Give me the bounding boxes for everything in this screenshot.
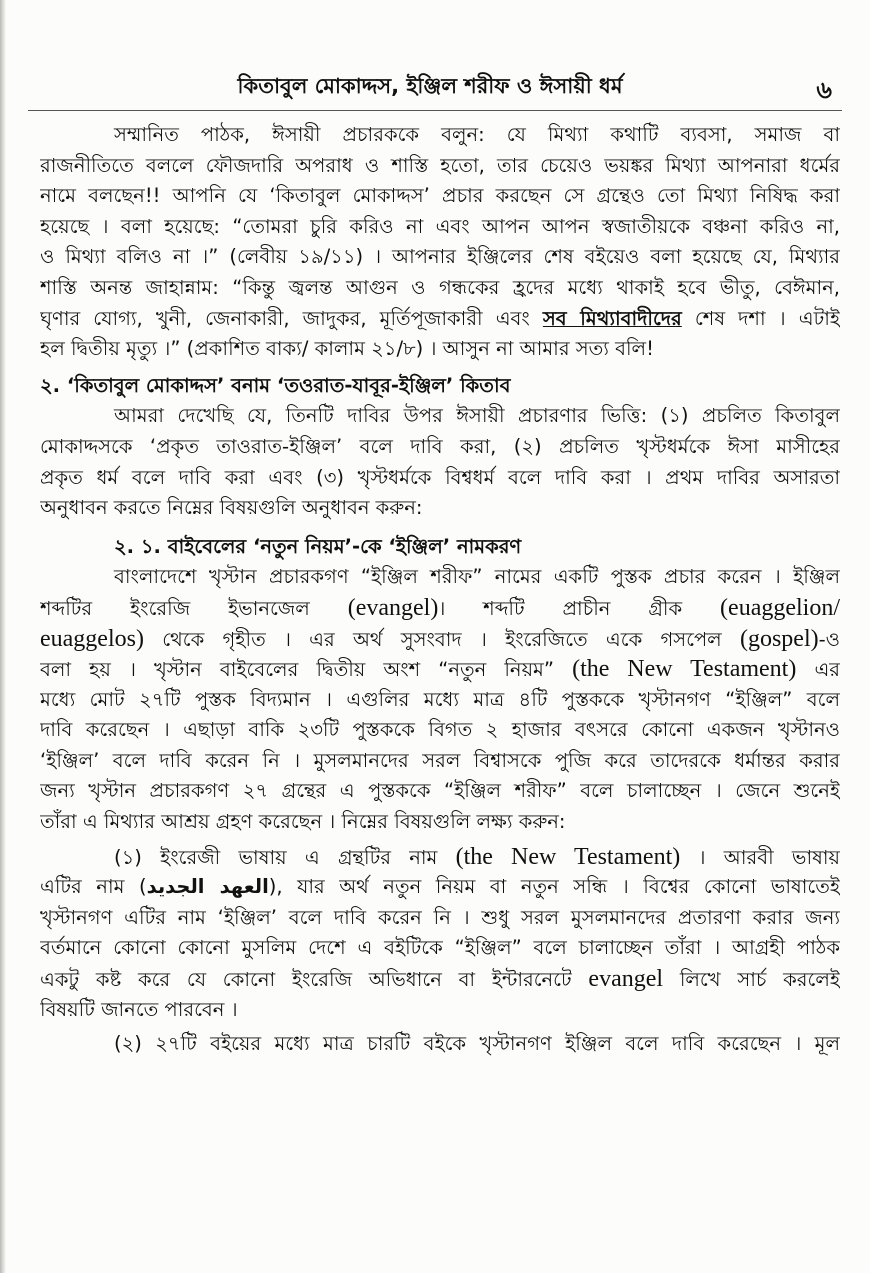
- text-segment: । শব্দটি প্রাচীন গ্রীক: [438, 596, 683, 620]
- text-line: দাবি করেছেন । এছাড়া বাকি ২৩টি পুস্তককে বিগত ২ হাজার বৎসরে কোনো একজন খৃস্টানও: [40, 718, 840, 742]
- body-text: [40, 120, 840, 1060]
- text-line: হয়েছে । বলা হয়েছে: “তোমরা চুরি করিও না এবং আপন আপন স্বজাতীয়কে বঞ্চনা করিও না,: [40, 214, 840, 238]
- text-segment: থেকে গৃহীত । এর অর্থ সুসংবাদ । ইংরেজিতে একে গসপেল: [162, 627, 722, 651]
- section-heading: ২. ‘কিতাবুল মোকাদ্দস’ বনাম ‘তওরাত-যাবূর-ইঞ্জিল’ কিতাব: [40, 373, 511, 397]
- text-line: রাজনীতিতে বললে ফৌজদারি অপরাধ ও শাস্তি হতো, তার চেয়েও ভয়ঙ্কর মিথ্যা আপনারা ধর্মের: [40, 153, 840, 177]
- underlined-phrase: সব মিথ্যাবাদীদের: [542, 306, 682, 330]
- text-line: [40, 304, 840, 335]
- text-line: প্রকৃত ধর্ম বলে দাবি করা এবং (৩) খৃস্টধর্মকে বিশ্বধর্ম বলে দাবি করা । প্রথম দাবির অসারতা: [40, 465, 840, 489]
- text-segment: -ও: [818, 627, 840, 651]
- text-line: হল দ্বিতীয় মৃত্যু ।” (প্রকাশিত বাক্য/ কালাম ২১/৮) । আসুন না আমার সত্য বলি!: [40, 337, 654, 361]
- text-line: বাংলাদেশে খৃস্টান প্রচারকগণ “ইঞ্জিল শরীফ” নামের একটি পুস্তক প্রচার করেন । ইঞ্জিল: [114, 565, 840, 589]
- text-line: (২) ২৭টি বইয়ের মধ্যে মাত্র চারটি বইকে খৃস্টানগণ ইঞ্জিল বলে দাবি করেছেন । মূল: [114, 1032, 840, 1056]
- text-segment: ঘৃণার যোগ্য, খুনী, জেনাকারী, জাদুকর, মূর্তিপূজাকারী এবং: [40, 306, 530, 330]
- text-line: ও মিথ্যা বলিও না ।” (লেবীয় ১৯/১১) । আপনার ইঞ্জিলের শেষ বইয়েও বলা হয়েছে যে, মিথ্যার: [40, 245, 840, 269]
- text-line: ‘ইঞ্জিল’ বলে দাবি করেন নি । মুসলমানদের সরল বিশ্বাসকে পুজি করে তাদেরকে ধর্মান্তর করার: [40, 748, 840, 772]
- text-line: শাস্তি অনন্ত জাহান্নাম: “কিন্তু জ্বলন্ত আগুন ও গন্ধকের হ্রদের মধ্যে থাকাই হবে ভীতু, বেঈমান,: [40, 275, 840, 299]
- text-segment: শেষ দশা । এটাই: [694, 306, 840, 330]
- text-line: বর্তমানে কোনো কোনো মুসলিম দেশে এ বইটিকে “ইঞ্জিল” বলে চালাচ্ছেন তাঁরা । আগ্রহী পাঠক: [40, 936, 840, 960]
- english-term: (evangel): [347, 594, 439, 621]
- page-number: ৬: [816, 76, 832, 104]
- text-line: [40, 872, 840, 903]
- text-segment: একটু কষ্ট করে যে কোনো ইংরেজি অভিধানে বা ইন্টারনেটে: [40, 968, 572, 992]
- text-segment: এর: [814, 658, 840, 682]
- text-line: অনুধাবন করতে নিম্নের বিষয়গুলি অনুধাবন করুন:: [40, 496, 423, 520]
- subsection-heading: ২. ১. বাইবেলের ‘নতুন নিয়ম’-কে ‘ইঞ্জিল’ নামকরণ: [114, 534, 522, 558]
- english-term: (the New Testament): [572, 656, 797, 683]
- english-term: euaggelos): [40, 625, 144, 652]
- text-line: বিষয়টি জানতে পারবেন ।: [40, 997, 238, 1021]
- text-line: মধ্যে মোট ২৭টি পুস্তক বিদ্যমান । এগুলির মধ্যে মাত্র ৪টি পুস্তককে খৃস্টানগণ “ইঞ্জিল” বলে: [40, 687, 840, 711]
- text-segment: । আরবী ভাষায়: [698, 845, 840, 869]
- text-line: খৃস্টানগণ এটির নাম ‘ইঞ্জিল’ বলে দাবি করেন নি । শুধু সরল মুসলমানদের প্রতারণা করার জন্য: [40, 905, 840, 929]
- english-term: (gospel): [739, 625, 819, 652]
- text-line: [40, 593, 840, 624]
- text-segment: বলা হয় । খৃস্টান বাইবেলের দ্বিতীয় অংশ “নতুন নিয়ম”: [40, 658, 554, 682]
- page-binding-shadow: [0, 0, 6, 1273]
- text-line: মোকাদ্দসকে ‘প্রকৃত তাওরাত-ইঞ্জিল’ বলে দাবি করা, (২) প্রচলিত খৃস্টধর্মকে ঈসা মাসীহের: [40, 434, 840, 458]
- english-term: evangel: [588, 966, 664, 993]
- text-line: নামে বলছেন!! আপনি যে ‘কিতাবুল মোকাদ্দস’ প্রচার করছেন সে গ্রন্থেও তো মিথ্যা নিষিদ্ধ করা: [40, 184, 840, 208]
- running-title: কিতাবুল মোকাদ্দস, ইঞ্জিল শরীফ ও ঈসায়ী ধর্ম: [237, 74, 623, 98]
- text-segment: (১) ইংরেজী ভাষায় এ গ্রন্থটির নাম: [114, 845, 438, 869]
- english-term: (the New Testament): [455, 843, 681, 870]
- english-term: (euaggelion/: [720, 594, 840, 621]
- text-line: জন্য খৃস্টান প্রচারকগণ ২৭ গ্রন্থের এ পুস্তককে “ইঞ্জিল শরীফ” বলে চালাচ্ছেন । জেনে শুনেই: [40, 779, 840, 803]
- text-line: সম্মানিত পাঠক, ঈসায়ী প্রচারককে বলুন: যে মিথ্যা কথাটি ব্যবসা, সমাজ বা: [114, 123, 840, 146]
- header-rule: [28, 110, 842, 111]
- arabic-term: العهد الجديد: [146, 875, 269, 899]
- text-segment: এটির নাম (: [40, 875, 147, 899]
- text-line: [40, 842, 840, 873]
- text-line: [40, 654, 840, 685]
- text-segment: লিখে সার্চ করলেই: [679, 968, 840, 992]
- text-segment: ), যার অর্থ নতুন নিয়ম বা নতুন সন্ধি । বিশ্বের কোনো ভাষাতেই: [268, 875, 840, 899]
- text-line: [40, 624, 840, 655]
- text-line: আমরা দেখেছি যে, তিনটি দাবির উপর ঈসায়ী প্রচারণার ভিত্তি: (১) প্রচলিত কিতাবুল: [114, 404, 840, 428]
- text-line: [40, 964, 840, 995]
- text-line: তাঁরা এ মিথ্যার আশ্রয় গ্রহণ করেছেন । নিম্নের বিষয়গুলি লক্ষ্য করুন:: [40, 810, 566, 834]
- text-segment: শব্দটির ইংরেজি ইভানজেল: [40, 596, 310, 620]
